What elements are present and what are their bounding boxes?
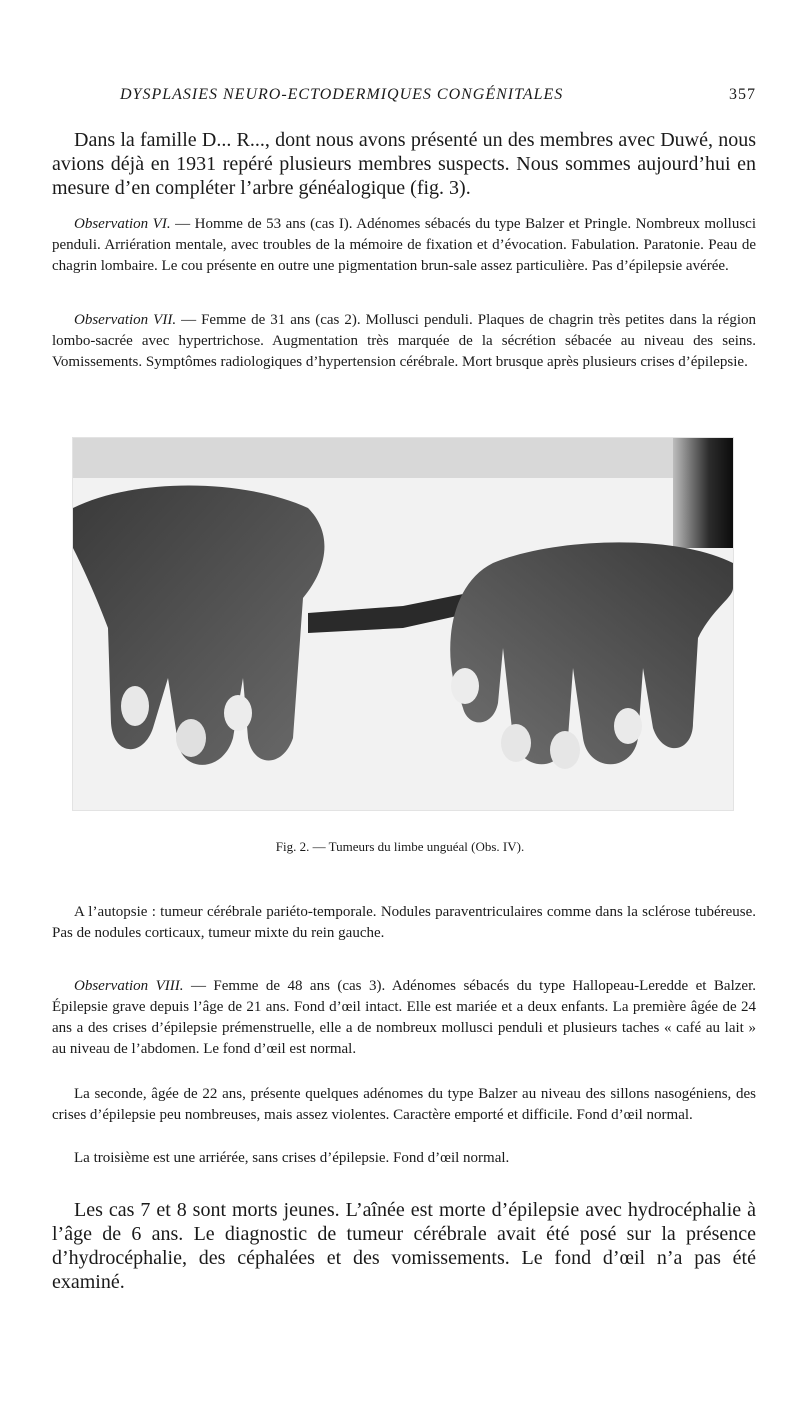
observation-vii-label: Observation VII. [74, 312, 177, 328]
observation-viii-label: Observation VIII. [74, 978, 184, 994]
observation-vii-text: — Femme de 31 ans (cas 2). Mollusci penduli. Plaques de chagrin très petites dans la région lombo-sacrée avec hypertrichose. Augmentation très marquée de la sécrétion sébacée au niveau des seins. Vomissements. Symptômes radiologiques d’hypertension cérébrale. Mort brusque après plusieurs crises d’épilepsie. [52, 312, 757, 370]
observation-vi-text: — Homme de 53 ans (cas I). Adénomes sébacés du type Balzer et Pringle. Nombreux mollusci penduli. Arriération mentale, avec troubles de la mémoire de fixation et d’évocation. Fabulation. Paratonie. Peau de chagrin lombaire. Le cou présente en outre une pigmentation brun-sale assez particulière. Pas d’épilepsie avérée. [52, 216, 757, 274]
closing-paragraph: Les cas 7 et 8 sont morts jeunes. L’aînée est morte d’épilepsie avec hydrocéphalie à l’âge de 6 ans. Le diagnostic de tumeur cérébrale avait été posé sur la présence d’hydrocéphalie, des céphalées et des vomissements. Le fond d’œil n’a pas été examiné. [52, 1199, 756, 1293]
figure-caption: Fig. 2. — Tumeurs du limbe unguéal (Obs. IV). [275, 839, 525, 854]
observation-vi-label: Observation VI. [74, 216, 171, 232]
hands-photo-illustration [73, 438, 733, 810]
autopsy-paragraph: A l’autopsie : tumeur cérébrale pariéto-temporale. Nodules paraventriculaires comme dans la sclérose tubéreuse. Pas de nodules corticaux, tumeur mixte du rein gauche. [52, 904, 756, 941]
observation-viii [52, 976, 756, 1060]
running-title: DYSPLASIES NEURO-ECTODERMIQUES CONGÉNITALES [120, 86, 564, 103]
running-header [52, 86, 756, 108]
intro-paragraph: Dans la famille D... R..., dont nous avons présenté un des membres avec Duwé, nous avions déjà en 1931 repéré plusieurs membres suspects. Nous sommes aujourd’hui en mesure d’en compléter l’arbre généalogique (fig. 3). [52, 129, 756, 199]
observation-vi [52, 214, 756, 277]
observation-vii [52, 310, 756, 373]
second-child-paragraph: La seconde, âgée de 22 ans, présente quelques adénomes du type Balzer au niveau des sillons nasogéniens, des crises d’épilepsie peu nombreuses, mais assez violentes. Caractère emporté et difficile. Fond d’œil normal. [52, 1086, 756, 1123]
third-child-paragraph: La troisième est une arriérée, sans crises d’épilepsie. Fond d’œil normal. [74, 1150, 510, 1166]
observation-viii-text: — Femme de 48 ans (cas 3). Adénomes sébacés du type Hallopeau-Leredde et Balzer. Épilepsie grave depuis l’âge de 21 ans. Fond d’œil intact. Elle est mariée et a deux enfants. La première âgée de 24 ans a des crises d’épilepsie prémenstruelle, elle a de nombreux mollusci penduli et plusieurs taches « café au lait » au niveau de l’abdomen. Le fond d’œil est normal. [52, 978, 756, 1057]
page-number: 357 [729, 86, 756, 103]
hands-photograph [72, 437, 734, 811]
